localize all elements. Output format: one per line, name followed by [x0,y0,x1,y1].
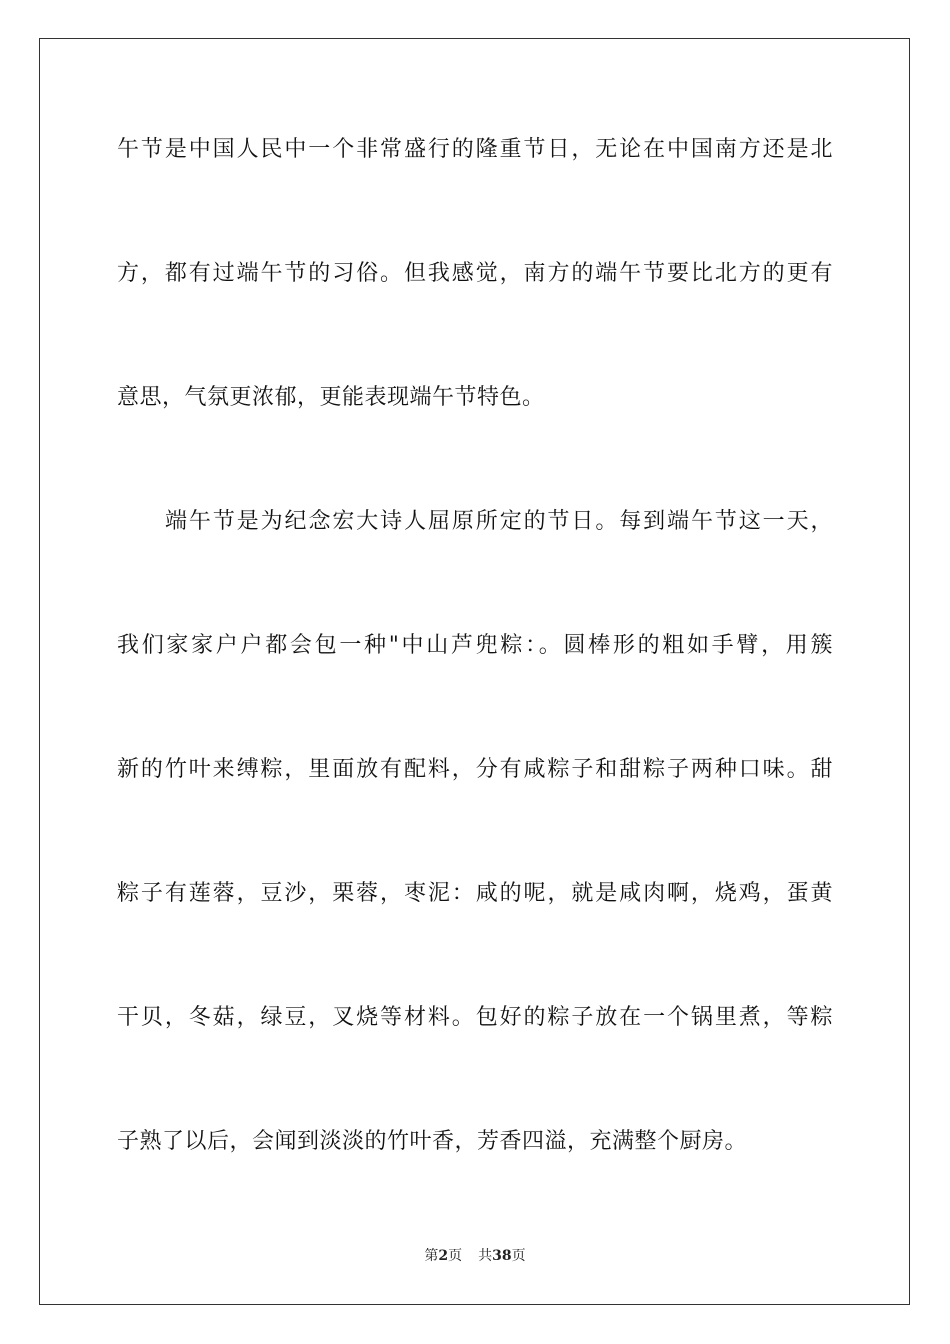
total-prefix: 共 [478,1248,493,1264]
paragraph-line-9: 子熟了以后，会闻到淡淡的竹叶香，芳香四溢，充满整个厨房。 [117,1129,748,1154]
paragraph-line-2: 方，都有过端午节的习俗。但我感觉，南方的端午节要比北方的更有 [117,261,833,286]
paragraph-line-3: 意思，气氛更浓郁，更能表现端午节特色。 [117,385,545,410]
page-prefix: 第 [424,1248,439,1264]
page-border [39,38,910,1305]
paragraph-line-6: 新的竹叶来缚粽，里面放有配料，分有咸粽子和甜粽子两种口味。甜 [117,757,833,782]
total-pages: 38 [492,1248,512,1264]
paragraph-line-1: 午节是中国人民中一个非常盛行的隆重节日，无论在中国南方还是北 [117,137,833,162]
paragraph-line-5: 我们家家户户都会包一种"中山芦兜粽：。圆棒形的粗如手臂，用簇 [117,633,833,658]
page-footer [0,1247,950,1265]
paragraph-line-8: 干贝，冬菇，绿豆，叉烧等材料。包好的粽子放在一个锅里煮，等粽 [117,1005,833,1030]
paragraph-line-4: 端午节是为纪念宏大诗人屈原所定的节日。每到端午节这一天， [165,509,833,534]
total-suffix: 页 [511,1248,526,1264]
page-number: 2 [438,1248,449,1264]
paragraph-line-7: 粽子有莲蓉，豆沙，栗蓉，枣泥：咸的呢，就是咸肉啊，烧鸡，蛋黄 [117,881,833,906]
page-suffix: 页 [448,1248,463,1264]
